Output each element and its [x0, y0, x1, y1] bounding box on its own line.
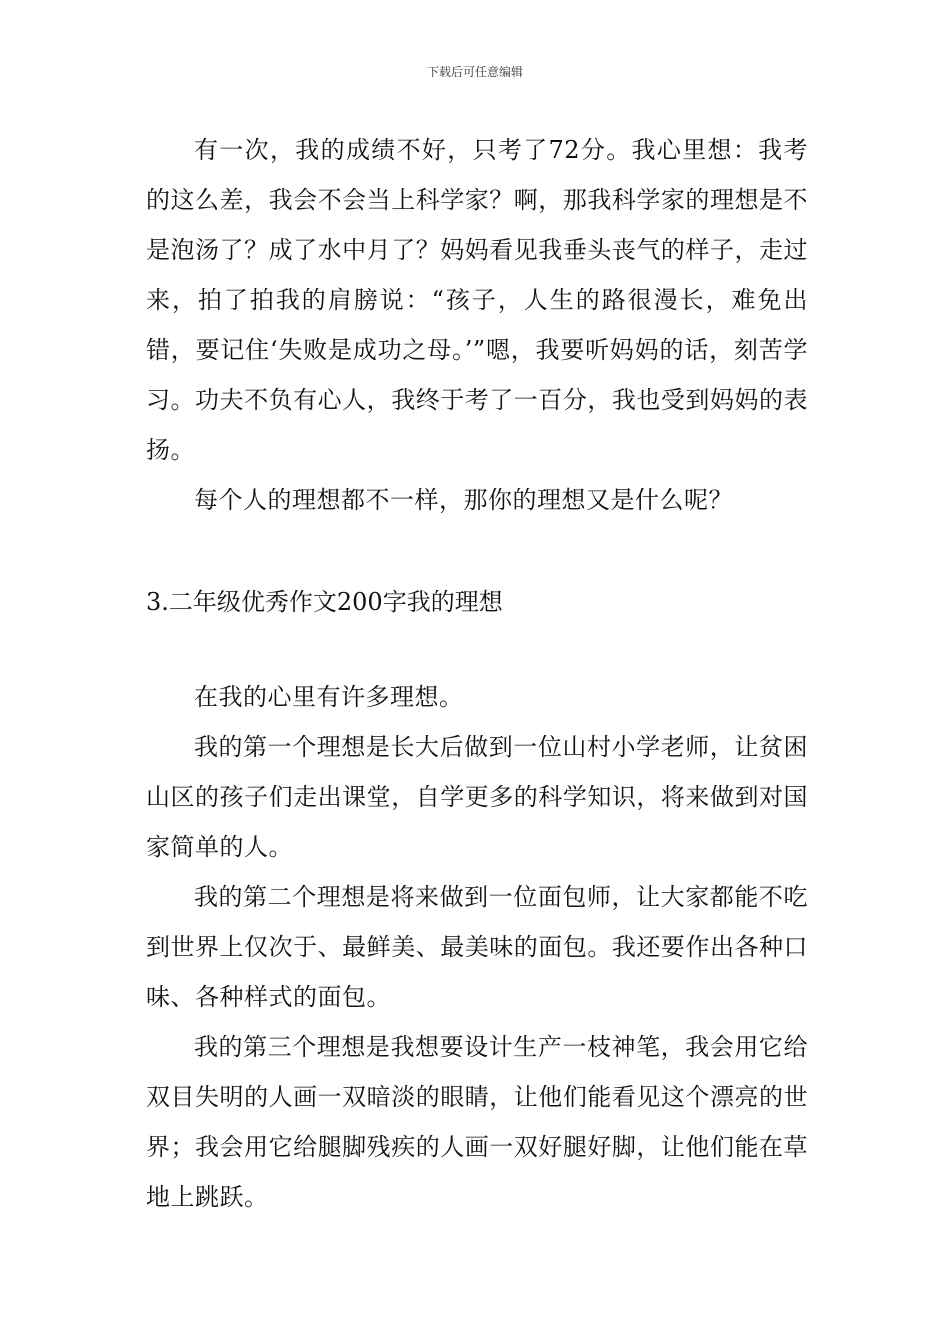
paragraph: 有一次，我的成绩不好，只考了72分。我心里想：我考的这么差，我会不会当上科学家？啊，那我科学家的理想是不是泡汤了？成了水中月了？妈妈看见我垂头丧气的样子，走过来，拍了拍我的肩膀说：“孩子，人生的路很漫长，难免出错，要记住‘失败是成功之母。’”嗯，我要听妈妈的话，刻苦学习。功夫不负有心人，我终于考了一百分，我也受到妈妈的表扬。 — [146, 136, 808, 464]
section2-body — [146, 672, 808, 1222]
section-heading: 3.二年级优秀作文200字我的理想 — [146, 588, 503, 616]
paragraph: 每个人的理想都不一样，那你的理想又是什么呢？ — [194, 486, 733, 514]
section1-body — [146, 125, 808, 525]
page-header: 下载后可任意编辑 — [426, 65, 523, 79]
paragraph: 我的第一个理想是长大后做到一位山村小学老师，让贫困山区的孩子们走出课堂，自学更多的科学知识，将来做到对国家简单的人。 — [146, 733, 808, 861]
paragraph: 我的第二个理想是将来做到一位面包师，让大家都能不吃到世界上仅次于、最鲜美、最美味的面包。我还要作出各种口味、各种样式的面包。 — [146, 883, 808, 1011]
paragraph: 我的第三个理想是我想要设计生产一枝神笔，我会用它给双目失明的人画一双暗淡的眼睛，让他们能看见这个漂亮的世界；我会用它给腿脚残疾的人画一双好腿好脚，让他们能在草地上跳跃。 — [146, 1033, 808, 1211]
paragraph: 在我的心里有许多理想。 — [194, 683, 464, 711]
